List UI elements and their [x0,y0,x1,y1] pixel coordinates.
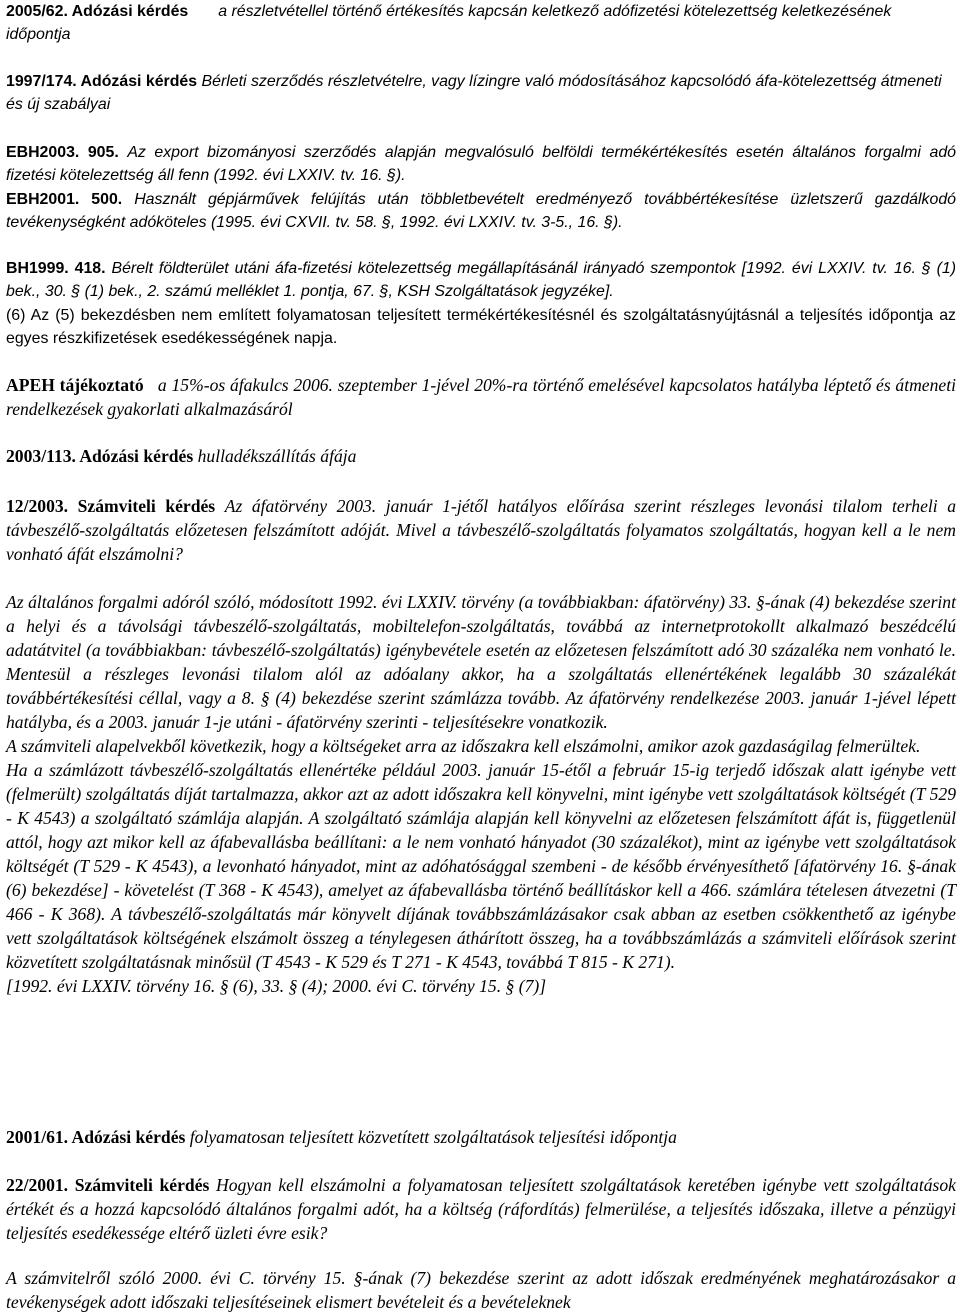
entry-ref: 2003/113. Adózási kérdés [6,446,194,466]
entry-ref: 12/2003. Számviteli kérdés [6,496,216,516]
entry-title: folyamatosan teljesített közvetített szolgáltatások teljesítési időpontja [189,1127,677,1147]
entry-2005-62 [6,0,956,47]
entry-summary: Használt gépjárművek felújítás után többletbevételt eredményező továbbértékesítése üzletszerű gazdálkodó tevékenységként adóköteles (1995. évi CXVII. tv. 58. §, 1992. évi LXXIV. tv. 3-5., 16. §). [6,191,956,232]
entry-ref: EBH2001. 500. [6,191,123,208]
entry-2001-61 [6,1125,956,1149]
answer-paragraph-1: Az általános forgalmi adóról szóló, módosított 1992. évi LXXIV. törvény (a továbbiakban: áfatörvény) 33. §-ának (4) bekezdése szerint a helyi és a távolsági távbeszélő-szolgáltatás, mobiltelefon-szolgáltatás, továbbá az internetprotokollt alkalmazó beszédcélú adatátvitel (a továbbiakban: távbeszélő-szolgáltatás) igénybevétele esetén az előzetesen felszámított adó 30 százaléka nem vonható le. Mentesül a részleges levonási tilalom alól az adóalany akkor, ha a szolgáltatás ellenértékének legalább 30 százalékát továbbértékesítési céllal, vagy a 8. § (4) bekezdése szerint számlázza tovább. Az áfatörvény rendelkezése 2003. január 1-jével lépett hatályba, és a 2003. január 1-je utáni - áfatörvény szerinti - teljesítésekre vonatkozik. [6,592,956,732]
entry-title: Bérleti szerződés részletvételre, vagy lízingre való módosításához kapcsolódó áfa-kötelezettség átmeneti és új szabályai [6,73,942,114]
answer-start [6,1266,956,1314]
apeh-notice [6,373,956,421]
entry-ref: 22/2001. Számviteli kérdés [6,1175,210,1195]
ebh-2001-500 [6,188,956,235]
answer-paragraph-2: A számviteli alapelvekből következik, hogy a költségeket arra az időszakra kell elszámolni, amikor azok gazdaságilag felmerültek. [6,736,921,756]
ebh-2003-905 [6,141,956,188]
entry-ref: 2005/62. Adózási kérdés [6,3,189,20]
entry-ref: BH1999. 418. [6,260,106,277]
entry-summary: Az export bizományosi szerződés alapján megvalósuló belföldi termékértékesítés esetén általános forgalmi adó fizetési kötelezettség áll fenn (1992. évi LXXIV. tv. 16. §). [6,144,956,185]
answer-paragraph-4: [1992. évi LXXIV. törvény 16. § (6), 33. § (4); 2000. évi C. törvény 15. § (7)] [6,976,547,996]
entry-2003-113 [6,444,956,468]
entry-ref: 1997/174. Adózási kérdés [6,73,198,90]
entry-ref: 2001/61. Adózási kérdés [6,1127,186,1147]
answer-paragraph-3: Ha a számlázott távbeszélő-szolgáltatás ellenértéke például 2003. január 15-étől a február 15-ig terjedő időszak alatt igénybe vett (felmerült) szolgáltatás díját tartalmazza, akkor azt az adott időszakra kell könyvelni, mint igénybe vett szolgáltatások költségét (T 529 - K 4543) a szolgáltató számlája alapján. A szolgáltató számlája alapján kell könyvelni az előzetesen felszámított áfát is, függetlenül attól, hogy azt mikor kell az áfabevallásba beállítani: a le nem vonható hányadot (30 százalékot), mint az igénybe vett szolgáltatások költségét (T 529 - K 4543), a levonható hányadot, mint az adóhatósággal szembeni - de később érvényesíthető [áfatörvény 16. §-ának (6) bekezdése] - követelést (T 368 - K 4543), amelyet az áfabevallásba történő beállításkor kell a 466. számlára tételesen átvezetni (T 466 - K 368). A távbeszélő-szolgáltatás már könyvelt díjának továbbszámlázásakor csak abban az esetben csökkenthető az igénybe vett szolgáltatások költségének elszámolt összeg a ténylegesen áthárított összeg, ha a továbbszámlázás a számviteli előírások szerint közvetített szolgáltatásnak minősül (T 4543 - K 529 és T 271 - K 4543, továbbá T 815 - K 271). [6,760,956,972]
entry-ref: EBH2003. 905. [6,144,119,161]
entry-title: a 15%-os áfakulcs 2006. szeptember 1-jével 20%-ra történő emelésével kapcsolatos hatályba léptető és átmeneti rendelkezések gyakorlati alkalmazásáról [6,375,956,419]
paragraph-text: (6) Az (5) bekezdésben nem említett folyamatosan teljesített termékértékesítésnél és szolgáltatásnyújtásnál a teljesítés időpontja az egyes részkifizetések esedékességének napja. [6,307,956,348]
entry-title: hulladékszállítás áfája [197,446,357,466]
entry-summary: Bérelt földterület utáni áfa-fizetési kötelezettség megállapításánál irányadó szempontok [1992. évi LXXIV. tv. 16. § (1) bek., 30. § (1) bek., 2. számú melléklet 1. pontja, 67. §, KSH Szolgáltatások jegyzéke]. [6,260,956,301]
bh-1999-418 [6,257,956,304]
entry-12-2003 [6,494,956,566]
entry-1997-174 [6,70,956,117]
answer-text: A számvitelről szóló 2000. évi C. törvény 15. §-ának (7) bekezdése szerint az adott időszak eredményének meghatározásakor a tevékenységek adott időszaki teljesítéseinek elismert bevételeit és a bevételeknek [6,1268,956,1312]
paragraph-6 [6,304,956,351]
answer-block [6,590,956,998]
entry-question: Hogyan kell elszámolni a folyamatosan teljesített szolgáltatások keretében igénybe vett szolgáltatások értékét és a hozzá kapcsolódó általános forgalmi adót, ha a költség (ráfordítás) felmerülése, a teljesítés időszaka, illetve a pénzügyi teljesítés esedékessége eltérő üzleti évre esik? [6,1175,956,1243]
entry-question: Az áfatörvény 2003. január 1-jétől hatályos előírása szerint részleges levonási tilalom terheli a távbeszélő-szolgáltatás előzetesen felszámított adóját. Mivel a távbeszélő-szolgáltatás folyamatos szolgáltatás, hogyan kell a le nem vonható áfát elszámolni? [6,496,956,564]
entry-ref: APEH tájékoztató [6,375,144,395]
entry-title: a részletvétellel történő értékesítés kapcsán keletkező adófizetési kötelezettség keletkezésének időpontja [6,3,892,44]
entry-22-2001 [6,1173,956,1245]
